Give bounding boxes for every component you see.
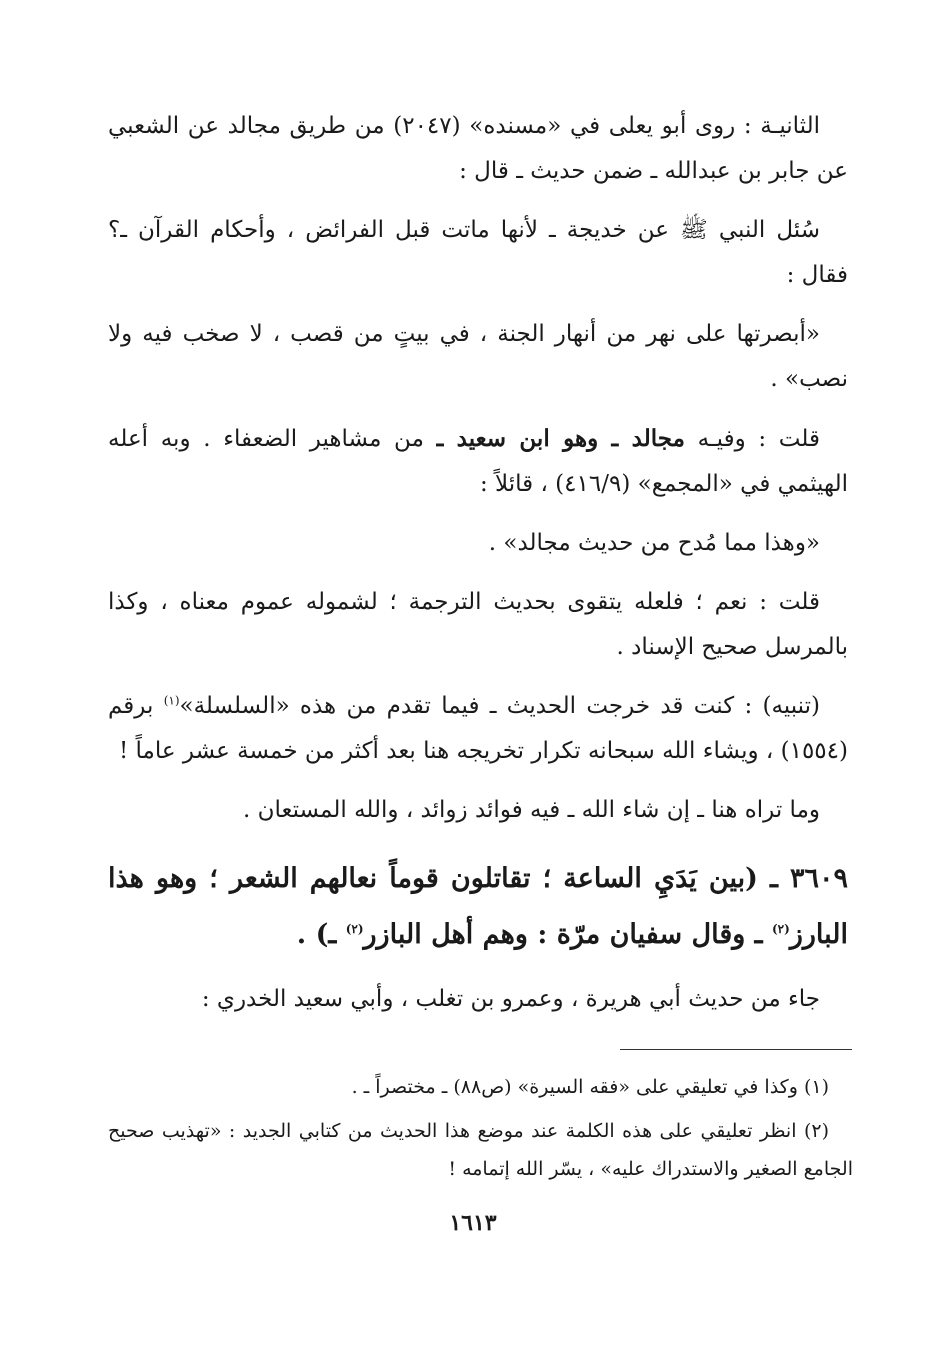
hadith-heading — [108, 851, 848, 963]
paragraph-tanbih — [108, 684, 848, 774]
footnote-ref-1[interactable]: (١) — [163, 693, 180, 708]
hadith-quote-text: «أبصرتها على نهر من أنهار الجنة ، في بيتٍ من قصب ، لا صخب فيه ولا نصب» . — [108, 321, 848, 392]
tanbih-after: برقم (١٥٥٤) ، ويشاء الله سبحانه تكرار تخريجه هنا بعد أكثر من خمسة عشر عاماً ! — [108, 693, 848, 764]
paragraph-question — [108, 208, 848, 298]
footnote-1 — [108, 1068, 853, 1106]
paragraph-sources-text: جاء من حديث أبي هريرة ، وعمرو بن تغلب ، وأبي سعيد الخدري : — [201, 986, 820, 1012]
qult-2-text: قلت : نعم ؛ فلعله يتقوى بحديث الترجمة ؛ لشموله عموم معناه ، وكذا بالمرسل صحيح الإسناد . — [108, 589, 848, 660]
qult-1-bold: مجالد ـ وهو ابن سعيد ـ — [436, 425, 685, 452]
heading-part-2: ـ وقال سفيان مرّة : وهم أهل البازر — [363, 919, 772, 950]
quote-haythami — [108, 521, 848, 566]
footnotes — [108, 1068, 853, 1194]
qult-1-before: قلت : وفيـه — [684, 426, 820, 452]
paragraph-second-text: الثانيـة : روى أبو يعلى في «مسنده» (٢٠٤٧) من طريق مجالد عن الشعبي عن جابر بن عبدالله ـ ضمن حديث ـ قال : — [108, 113, 848, 184]
hadith-quote — [108, 312, 848, 402]
paragraph-tanbih-2 — [108, 788, 848, 833]
tanbih-2-text: وما تراه هنا ـ إن شاء الله ـ فيه فوائد زوائد ، والله المستعان . — [242, 797, 820, 823]
footnote-ref-2b[interactable]: (٢) — [345, 922, 364, 936]
tanbih-before: (تنبيه) : كنت قد خرجت الحديث ـ فيما تقدم من هذه «السلسلة» — [179, 693, 820, 719]
page-number: ١٦١٣ — [449, 1210, 497, 1236]
footnote-1-text: (١) وكذا في تعليقي على «فقه السيرة» (ص٨٨) ـ مختصراً ـ . — [351, 1076, 829, 1098]
paragraph-sources — [108, 977, 848, 1022]
heading-part-1: ٣٦٠٩ ـ (بين يَدَيِ الساعة ؛ تقاتلون قوماً نعالهم الشعر ؛ وهو هذا البارز — [108, 863, 848, 950]
footnote-divider — [620, 1049, 852, 1050]
paragraph-qult-1 — [108, 416, 848, 507]
quote-haythami-text: «وهذا مما مُدح من حديث مجالد» . — [488, 530, 820, 556]
page-body — [108, 104, 848, 1036]
paragraph-qult-2 — [108, 580, 848, 670]
footnote-ref-2a[interactable]: (٢) — [771, 922, 790, 936]
paragraph-question-text: سُئل النبي ﷺ عن خديجة ـ لأنها ماتت قبل الفرائض ، وأحكام القرآن ـ؟ فقال : — [108, 217, 848, 288]
footnote-2-text: (٢) انظر تعليقي على هذه الكلمة عند موضع هذا الحديث من كتابي الجديد : «تهذيب صحيح الجامع الصغير والاستدراك عليه» ، يسّر الله إتمامه ! — [108, 1120, 853, 1180]
heading-part-3: ـ) . — [296, 919, 346, 950]
paragraph-second — [108, 104, 848, 194]
qult-1-after: من مشاهير الضعفاء . وبه أعله الهيثمي في «المجمع» (٤١٦/٩) ، قائلاً : — [108, 426, 848, 497]
footnote-2 — [108, 1112, 853, 1188]
